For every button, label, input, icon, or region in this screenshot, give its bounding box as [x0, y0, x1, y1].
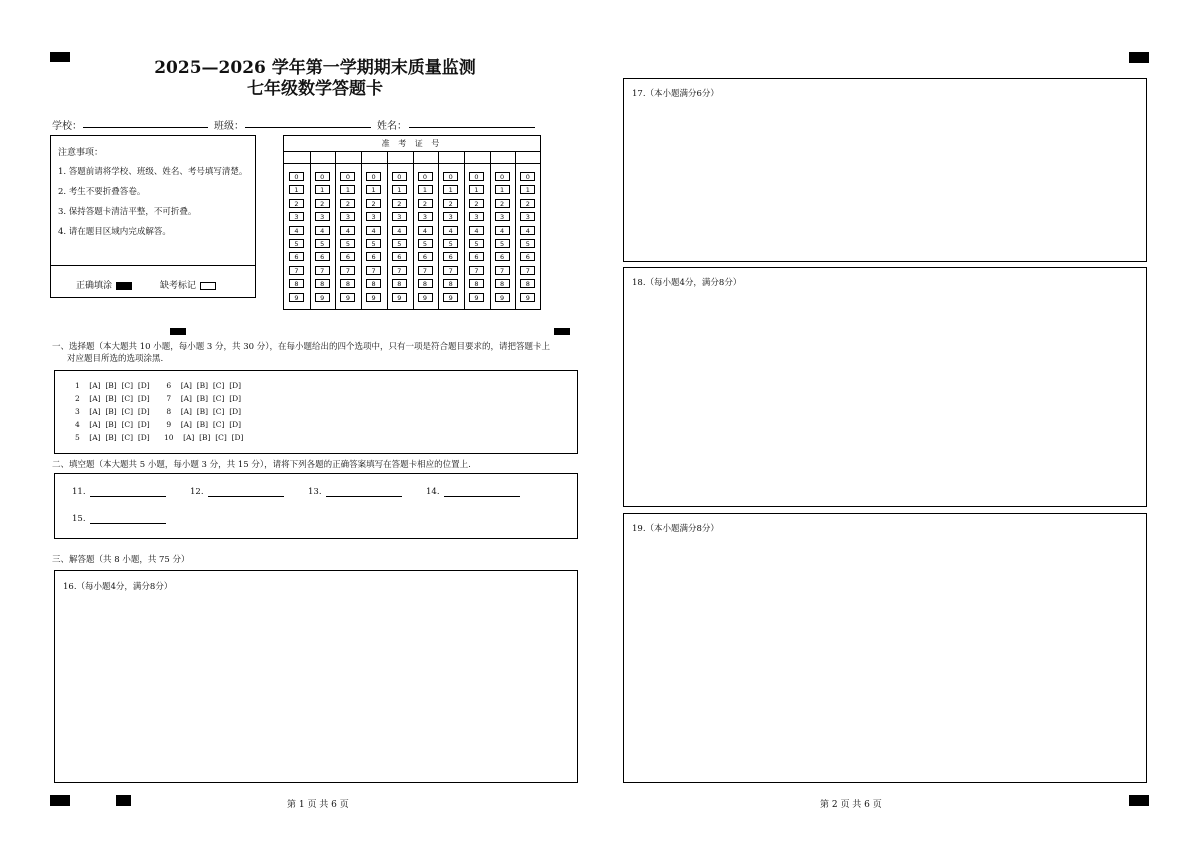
- digit-bubble[interactable]: 0: [520, 172, 535, 181]
- page-title: 2025—2026 学年第一学期期末质量监测: [154, 58, 476, 78]
- digit-bubble[interactable]: 2: [495, 199, 510, 208]
- digit-bubble[interactable]: 5: [520, 239, 535, 248]
- digit-bubble[interactable]: 5: [340, 239, 355, 248]
- grid-column-divider: [310, 151, 311, 310]
- digit-bubble[interactable]: 7: [443, 266, 458, 275]
- fill-blank[interactable]: [90, 515, 166, 524]
- digit-bubble[interactable]: 0: [315, 172, 330, 181]
- grid-column-divider: [413, 151, 414, 310]
- digit-bubble[interactable]: 7: [418, 266, 433, 275]
- section2-heading: 二、填空题（本大题共 5 小题，每小题 3 分，共 15 分），请将下列各题的正确答案填写在答题卡相应的位置上.: [52, 460, 471, 470]
- digit-bubble[interactable]: 1: [469, 185, 484, 194]
- digit-bubble[interactable]: 4: [469, 226, 484, 235]
- digit-bubble[interactable]: 9: [495, 293, 510, 302]
- correct-fill-legend: [76, 278, 132, 291]
- alignment-marker: [116, 795, 131, 806]
- digit-bubble[interactable]: 8: [469, 279, 484, 288]
- digit-bubble[interactable]: 3: [289, 212, 304, 221]
- digit-bubble[interactable]: 3: [418, 212, 433, 221]
- digit-bubble[interactable]: 5: [392, 239, 407, 248]
- digit-bubble[interactable]: 9: [340, 293, 355, 302]
- digit-bubble[interactable]: 1: [340, 185, 355, 194]
- notes-divider: [50, 265, 256, 266]
- digit-bubble[interactable]: 9: [469, 293, 484, 302]
- class-field[interactable]: [245, 127, 371, 128]
- fill-item[interactable]: [426, 487, 520, 497]
- digit-bubble[interactable]: 6: [520, 252, 535, 261]
- digit-bubble[interactable]: 8: [418, 279, 433, 288]
- digit-bubble[interactable]: 2: [366, 199, 381, 208]
- fill-number: 15.: [72, 514, 86, 524]
- digit-bubble[interactable]: 4: [418, 226, 433, 235]
- digit-bubble[interactable]: 2: [520, 199, 535, 208]
- digit-bubble[interactable]: 3: [520, 212, 535, 221]
- digit-bubble[interactable]: 1: [520, 185, 535, 194]
- digit-bubble[interactable]: 0: [418, 172, 433, 181]
- school-field[interactable]: [83, 127, 208, 128]
- alignment-marker: [1129, 795, 1149, 806]
- digit-bubble[interactable]: 2: [289, 199, 304, 208]
- section1-heading-cont: 对应题目所选的选项涂黑.: [67, 354, 164, 364]
- digit-bubble[interactable]: 2: [315, 199, 330, 208]
- grid-column-divider: [361, 151, 362, 310]
- digit-bubble[interactable]: 4: [520, 226, 535, 235]
- question-label-18: 18.（每小题4分，满分8分）: [632, 278, 742, 288]
- fill-number: 12.: [190, 487, 204, 497]
- digit-bubble[interactable]: 8: [392, 279, 407, 288]
- digit-bubble[interactable]: 9: [366, 293, 381, 302]
- digit-bubble[interactable]: 1: [315, 185, 330, 194]
- digit-bubble[interactable]: 1: [443, 185, 458, 194]
- grid-column-divider: [490, 151, 491, 310]
- grid-column-divider: [387, 151, 388, 310]
- note-item: 4. 请在题目区域内完成解答。: [58, 227, 171, 237]
- page-subtitle: 七年级数学答题卡: [247, 79, 383, 99]
- page-number-2: 第 2 页 共 6 页: [820, 800, 882, 810]
- digit-bubble[interactable]: 7: [340, 266, 355, 275]
- name-label: 姓名：: [377, 121, 407, 132]
- digit-bubble[interactable]: 8: [366, 279, 381, 288]
- exam-number-title: 准 考 证 号: [284, 136, 540, 152]
- digit-bubble[interactable]: 5: [495, 239, 510, 248]
- digit-bubble[interactable]: 0: [469, 172, 484, 181]
- digit-bubble[interactable]: 1: [418, 185, 433, 194]
- digit-bubble[interactable]: 9: [418, 293, 433, 302]
- digit-bubble[interactable]: 0: [340, 172, 355, 181]
- alignment-marker: [554, 328, 570, 335]
- digit-bubble[interactable]: 2: [469, 199, 484, 208]
- alignment-marker: [50, 795, 70, 806]
- digit-bubble[interactable]: 4: [392, 226, 407, 235]
- choice-row[interactable]: 1 [A] [B] [C] [D] 6 [A] [B] [C] [D]: [75, 381, 242, 390]
- grid-column-divider: [438, 151, 439, 310]
- digit-bubble[interactable]: 8: [495, 279, 510, 288]
- note-item: 1. 答题前请将学校、班级、姓名、考号填写清楚。: [58, 167, 248, 177]
- question-label-17: 17.（本小题满分6分）: [632, 89, 719, 99]
- choice-row[interactable]: 3 [A] [B] [C] [D] 8 [A] [B] [C] [D]: [75, 407, 242, 416]
- digit-bubble[interactable]: 8: [289, 279, 304, 288]
- digit-bubble[interactable]: 5: [315, 239, 330, 248]
- fill-item[interactable]: [190, 487, 284, 497]
- digit-bubble[interactable]: 7: [366, 266, 381, 275]
- digit-bubble[interactable]: 4: [495, 226, 510, 235]
- digit-bubble[interactable]: 3: [340, 212, 355, 221]
- fill-number: 11.: [72, 487, 86, 497]
- absent-mark-label: 缺考标记: [160, 281, 197, 291]
- alignment-marker: [1129, 52, 1149, 63]
- digit-bubble[interactable]: 9: [443, 293, 458, 302]
- digit-bubble[interactable]: 4: [289, 226, 304, 235]
- fill-item[interactable]: [72, 487, 166, 497]
- fill-blank[interactable]: [90, 488, 166, 497]
- correct-fill-label: 正确填涂: [76, 281, 113, 291]
- note-item: 3. 保持答题卡清洁平整，不可折叠。: [58, 207, 197, 217]
- fill-number: 14.: [426, 487, 440, 497]
- digit-bubble[interactable]: 3: [392, 212, 407, 221]
- fill-blank[interactable]: [444, 488, 520, 497]
- answer-area-q18[interactable]: [623, 267, 1147, 507]
- digit-bubble[interactable]: 7: [469, 266, 484, 275]
- digit-bubble[interactable]: 8: [520, 279, 535, 288]
- answer-area-q17[interactable]: [623, 78, 1147, 262]
- grid-column-divider: [515, 151, 516, 310]
- digit-bubble[interactable]: 2: [392, 199, 407, 208]
- digit-bubble[interactable]: 1: [366, 185, 381, 194]
- digit-bubble[interactable]: 7: [520, 266, 535, 275]
- section3-heading: 三、解答题（共 8 小题，共 75 分）: [52, 555, 190, 565]
- absent-mark-legend: [160, 278, 216, 291]
- digit-bubble[interactable]: 6: [495, 252, 510, 261]
- section1-heading: 一、选择题（本大题共 10 小题，每小题 3 分，共 30 分），在每小题给出的四个选项中，只有一项是符合题目要求的，请把答题卡上: [52, 342, 551, 352]
- digit-bubble[interactable]: 7: [392, 266, 407, 275]
- digit-bubble[interactable]: 0: [443, 172, 458, 181]
- name-field[interactable]: [409, 127, 535, 128]
- digit-bubble[interactable]: 8: [315, 279, 330, 288]
- digit-bubble[interactable]: 5: [289, 239, 304, 248]
- digit-bubble[interactable]: 7: [495, 266, 510, 275]
- digit-bubble[interactable]: 9: [392, 293, 407, 302]
- answer-area-q19[interactable]: [623, 513, 1147, 783]
- digit-bubble[interactable]: 7: [315, 266, 330, 275]
- note-item: 2. 考生不要折叠答卷。: [58, 187, 146, 197]
- digit-bubble[interactable]: 3: [443, 212, 458, 221]
- digit-bubble[interactable]: 5: [443, 239, 458, 248]
- digit-bubble[interactable]: 9: [289, 293, 304, 302]
- digit-bubble[interactable]: 4: [340, 226, 355, 235]
- digit-bubble[interactable]: 2: [340, 199, 355, 208]
- digit-bubble[interactable]: 8: [340, 279, 355, 288]
- digit-bubble[interactable]: 1: [495, 185, 510, 194]
- digit-bubble[interactable]: 1: [392, 185, 407, 194]
- digit-bubble[interactable]: 3: [469, 212, 484, 221]
- choice-row[interactable]: 5 [A] [B] [C] [D] 10 [A] [B] [C] [D]: [75, 433, 244, 442]
- exam-number-grid: [283, 135, 541, 310]
- answer-area-q16[interactable]: [54, 570, 578, 783]
- digit-bubble[interactable]: 1: [289, 185, 304, 194]
- digit-bubble[interactable]: 6: [289, 252, 304, 261]
- alignment-marker: [50, 52, 70, 62]
- digit-bubble[interactable]: 9: [315, 293, 330, 302]
- choice-row[interactable]: 4 [A] [B] [C] [D] 9 [A] [B] [C] [D]: [75, 420, 242, 429]
- filled-swatch-icon: [116, 282, 132, 290]
- digit-bubble[interactable]: 5: [469, 239, 484, 248]
- page-number-1: 第 1 页 共 6 页: [287, 800, 349, 810]
- digit-bubble[interactable]: 7: [289, 266, 304, 275]
- digit-bubble[interactable]: 3: [495, 212, 510, 221]
- grid-column-divider: [335, 151, 336, 310]
- digit-bubble[interactable]: 4: [315, 226, 330, 235]
- digit-bubble[interactable]: 0: [289, 172, 304, 181]
- digit-bubble[interactable]: 4: [366, 226, 381, 235]
- digit-bubble[interactable]: 3: [366, 212, 381, 221]
- choice-row[interactable]: 2 [A] [B] [C] [D] 7 [A] [B] [C] [D]: [75, 394, 242, 403]
- digit-bubble[interactable]: 6: [392, 252, 407, 261]
- digit-bubble[interactable]: 9: [520, 293, 535, 302]
- digit-bubble[interactable]: 4: [443, 226, 458, 235]
- grid-column-divider: [464, 151, 465, 310]
- digit-bubble[interactable]: 6: [340, 252, 355, 261]
- school-label: 学校：: [52, 121, 82, 132]
- digit-bubble[interactable]: 5: [418, 239, 433, 248]
- digit-bubble[interactable]: 6: [315, 252, 330, 261]
- fill-answer-box: [54, 473, 578, 539]
- absent-checkbox[interactable]: [200, 282, 216, 290]
- fill-blank[interactable]: [208, 488, 284, 497]
- digit-bubble[interactable]: 3: [315, 212, 330, 221]
- digit-bubble[interactable]: 8: [443, 279, 458, 288]
- question-label-19: 19.（本小题满分8分）: [632, 524, 719, 534]
- fill-item[interactable]: [308, 487, 402, 497]
- fill-number: 13.: [308, 487, 322, 497]
- question-label-16: 16.（每小题4分，满分8分）: [63, 582, 173, 592]
- alignment-marker: [170, 328, 186, 335]
- digit-bubble[interactable]: 2: [418, 199, 433, 208]
- digit-bubble[interactable]: 6: [469, 252, 484, 261]
- digit-bubble[interactable]: 6: [418, 252, 433, 261]
- digit-bubble[interactable]: 0: [392, 172, 407, 181]
- digit-bubble[interactable]: 0: [366, 172, 381, 181]
- digit-bubble[interactable]: 6: [366, 252, 381, 261]
- notes-title: 注意事项：: [58, 148, 104, 158]
- class-label: 班级：: [214, 121, 244, 132]
- fill-item[interactable]: [72, 514, 166, 524]
- digit-bubble[interactable]: 0: [495, 172, 510, 181]
- fill-blank[interactable]: [326, 488, 402, 497]
- digit-bubble[interactable]: 5: [366, 239, 381, 248]
- digit-bubble[interactable]: 2: [443, 199, 458, 208]
- digit-bubble[interactable]: 6: [443, 252, 458, 261]
